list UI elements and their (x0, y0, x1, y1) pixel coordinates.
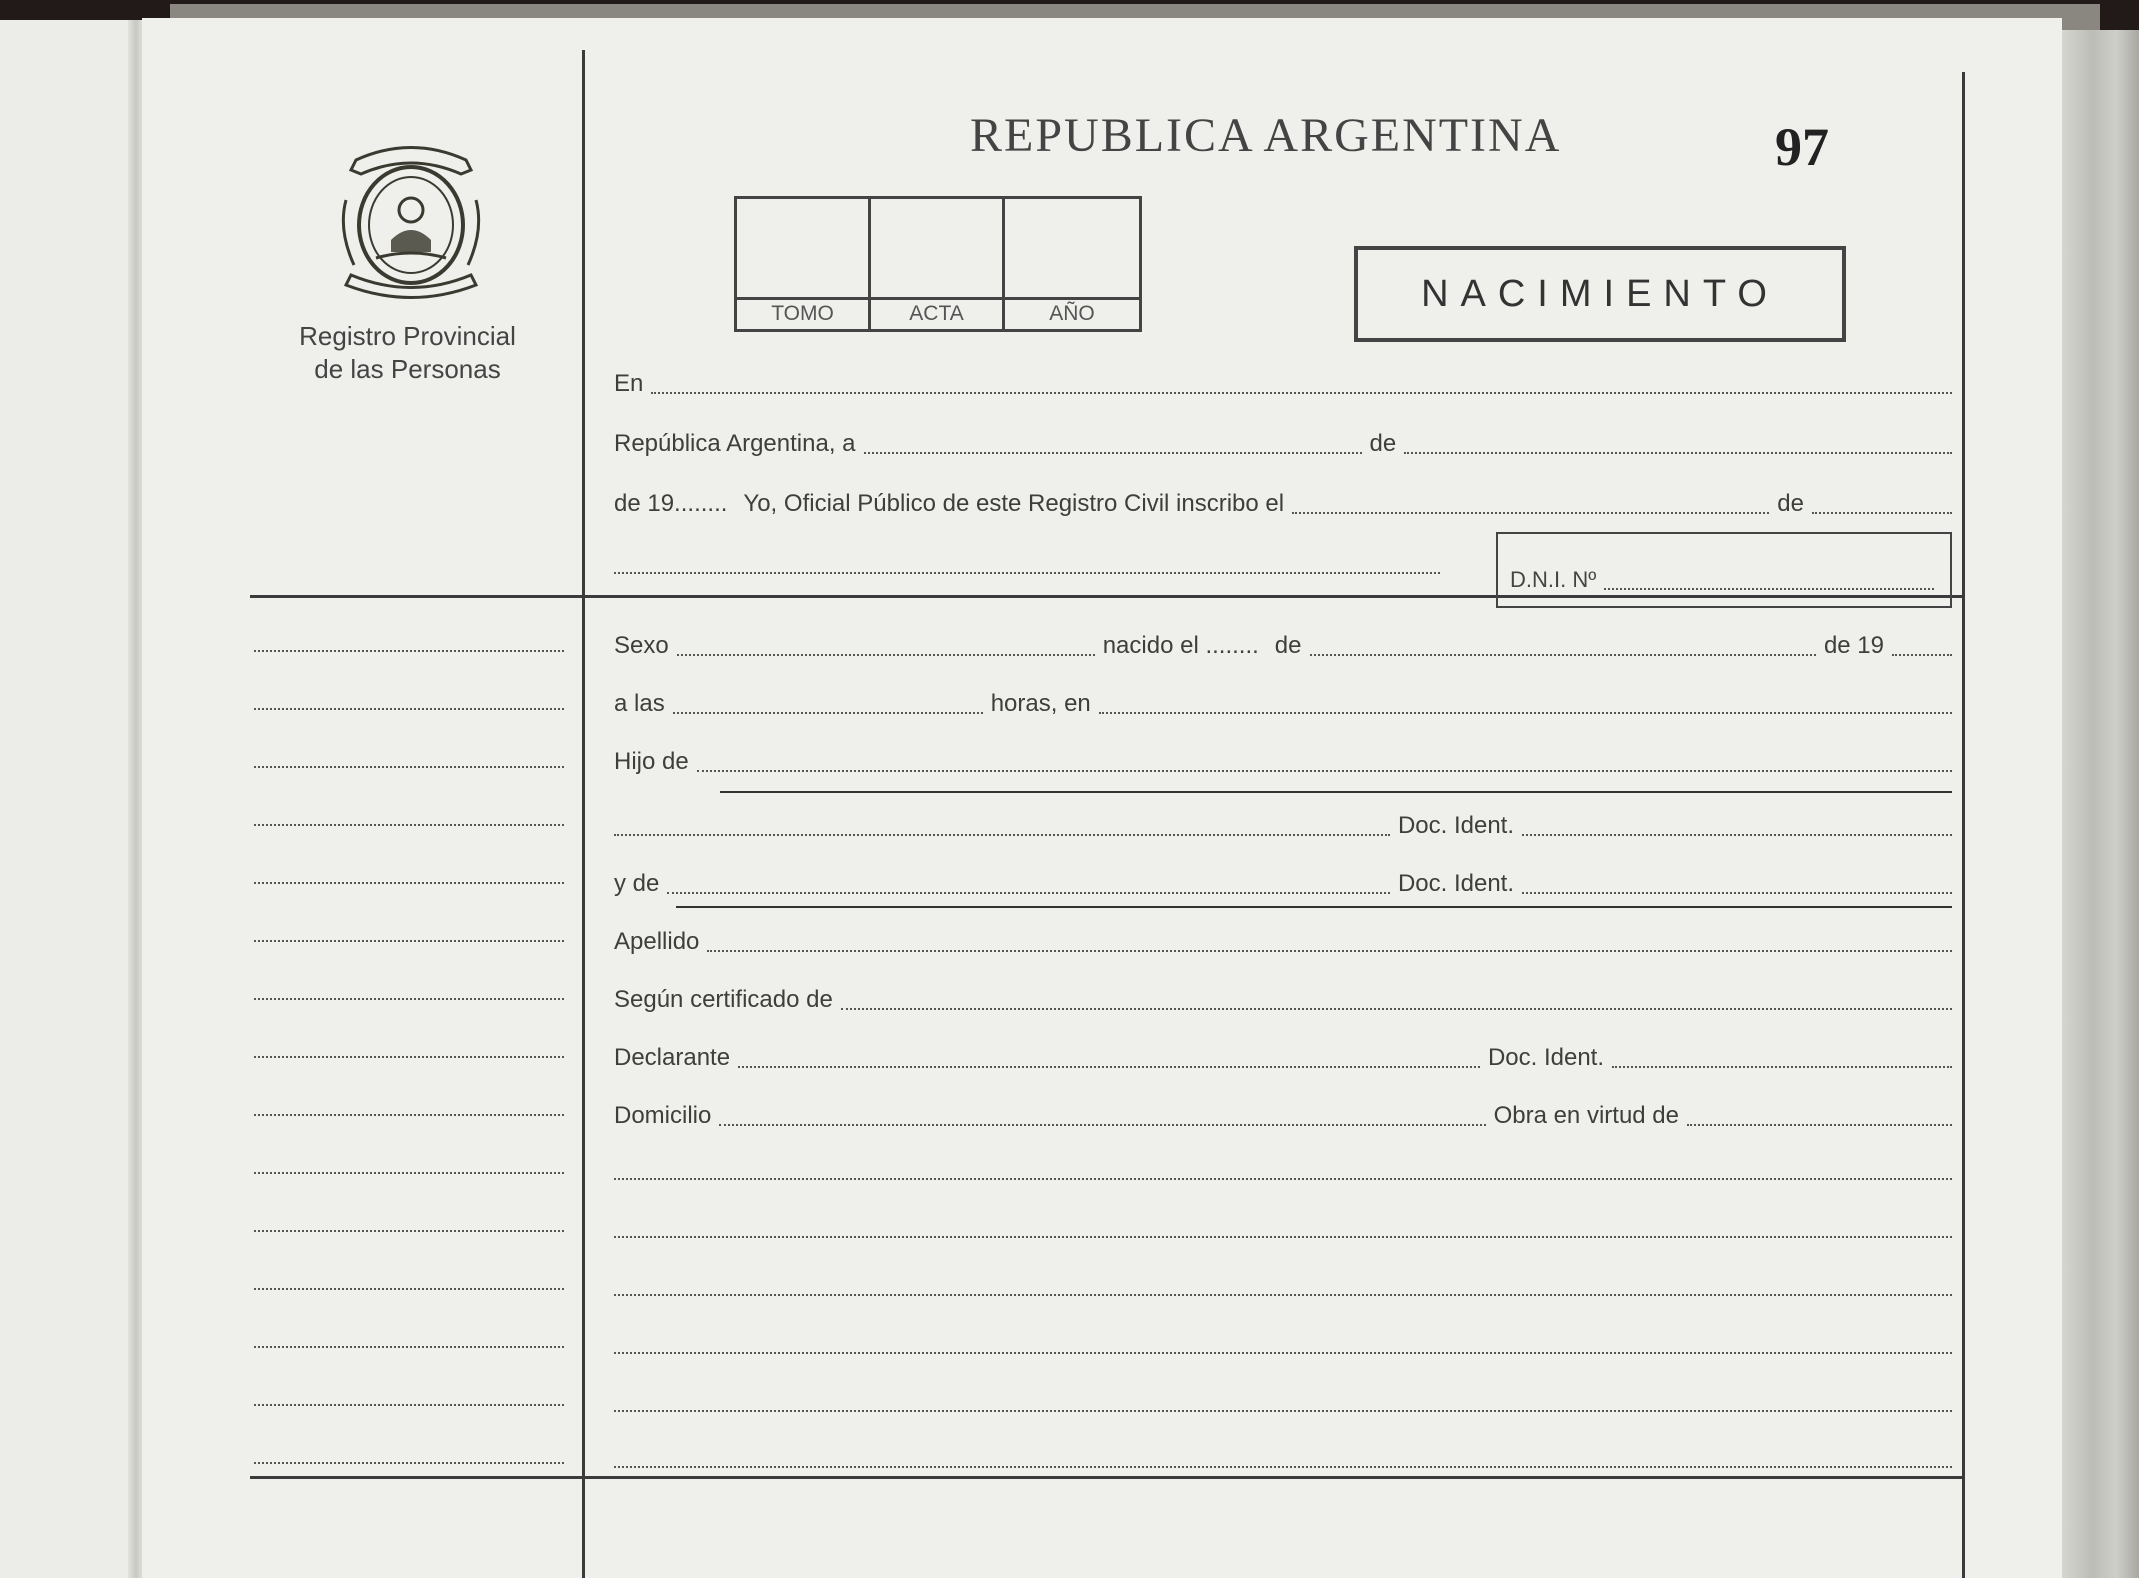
act-type-box: NACIMIENTO (1354, 246, 1846, 342)
form-row-declarante (614, 1040, 1952, 1076)
de-19-label-2: de 19 (1823, 632, 1884, 659)
padre-doc-field[interactable] (1522, 831, 1952, 836)
inscribo-field[interactable] (1292, 509, 1769, 514)
y-de-label: y de (614, 870, 660, 897)
tomo-field[interactable] (737, 199, 871, 297)
birth-month-field[interactable] (1310, 651, 1816, 656)
de-19-label: de 19........ (614, 490, 728, 517)
horas-en-label: horas, en (990, 690, 1091, 717)
declarante-field[interactable] (738, 1063, 1480, 1068)
declarante-doc-field[interactable] (1612, 1063, 1952, 1068)
sexo-label: Sexo (614, 632, 669, 659)
form-row-apellido (614, 924, 1952, 960)
hora-field[interactable] (673, 709, 983, 714)
yo-oficial-label: Yo, Oficial Público de este Registro Civil inscribo el (743, 490, 1285, 517)
dni-row (1510, 562, 1934, 598)
apellido-label: Apellido (614, 928, 700, 955)
observation-line[interactable] (614, 1350, 1952, 1354)
section-bottom-rule (250, 1476, 1965, 1479)
tomo-label: TOMO (737, 297, 871, 329)
day-field[interactable] (864, 449, 1362, 454)
obra-label: Obra en virtud de (1493, 1102, 1679, 1129)
birth-year-field[interactable] (1892, 651, 1952, 656)
padre-underline (720, 791, 1952, 793)
form-row-republica (614, 426, 1952, 462)
acta-label: ACTA (871, 297, 1005, 329)
margin-note-line[interactable] (254, 1054, 564, 1058)
right-border (1962, 72, 1965, 1578)
madre-doc-field[interactable] (1522, 889, 1952, 894)
observation-line[interactable] (614, 1408, 1952, 1412)
registry-name-line1: Registro Provincial (299, 321, 516, 351)
form-row-en (614, 366, 1952, 402)
ano-label: AÑO (1005, 297, 1139, 329)
provincial-seal-icon (336, 140, 486, 300)
obra-field[interactable] (1687, 1121, 1952, 1126)
form-row-blank (614, 546, 1440, 582)
form-row-hora (614, 686, 1952, 722)
observation-line[interactable] (614, 1176, 1952, 1180)
segun-label: Según certificado de (614, 986, 833, 1013)
form-row-sexo (614, 628, 1952, 664)
margin-note-line[interactable] (254, 1112, 564, 1116)
de-label-2: de (1777, 490, 1804, 517)
nacido-el-label: nacido el ........ (1102, 632, 1259, 659)
form-row-domicilio (614, 1098, 1952, 1134)
observation-line[interactable] (614, 1234, 1952, 1238)
en-label: En (614, 370, 644, 397)
register-reference-box (734, 196, 1142, 332)
ano-field[interactable] (1005, 199, 1139, 297)
margin-note-line[interactable] (254, 938, 564, 942)
republica-label: República Argentina, a (614, 430, 856, 457)
form-row-madre (614, 866, 1952, 902)
registry-name (255, 320, 560, 386)
domicilio-label: Domicilio (614, 1102, 712, 1129)
certificado-field[interactable] (841, 1005, 1952, 1010)
header-blank-field[interactable] (614, 569, 1440, 574)
hijo-de-label: Hijo de (614, 748, 689, 775)
de-label: de (1369, 430, 1397, 457)
form-row-padre-doc (614, 808, 1952, 844)
form-row-inscribo (614, 486, 1952, 522)
acta-field[interactable] (871, 199, 1005, 297)
a-las-label: a las (614, 690, 665, 717)
apellido-field[interactable] (707, 947, 1952, 952)
padre-field[interactable] (697, 767, 1952, 772)
margin-note-line[interactable] (254, 764, 564, 768)
observation-line[interactable] (614, 1292, 1952, 1296)
registry-name-line2: de las Personas (314, 354, 501, 384)
margin-note-line[interactable] (254, 1402, 564, 1406)
margin-note-line[interactable] (254, 880, 564, 884)
margin-note-line[interactable] (254, 822, 564, 826)
madre-field[interactable] (667, 889, 1390, 894)
margin-note-line[interactable] (254, 648, 564, 652)
sexo-field[interactable] (677, 651, 1095, 656)
doc-ident-label-2: Doc. Ident. (1397, 870, 1514, 897)
margin-note-line[interactable] (254, 1460, 564, 1464)
domicilio-field[interactable] (719, 1121, 1485, 1126)
column-divider (582, 50, 585, 1578)
declarante-label: Declarante (614, 1044, 731, 1071)
lugar-field[interactable] (1099, 709, 1952, 714)
form-row-segun (614, 982, 1952, 1018)
margin-note-line[interactable] (254, 706, 564, 710)
en-field[interactable] (651, 389, 1952, 394)
doc-ident-label-1: Doc. Ident. (1397, 812, 1514, 839)
dni-field[interactable] (1604, 585, 1934, 590)
padre-continued-field[interactable] (614, 831, 1390, 836)
observation-line[interactable] (614, 1464, 1952, 1468)
page-number: 97 (1775, 117, 1829, 177)
doc-ident-label-3: Doc. Ident. (1487, 1044, 1604, 1071)
margin-note-line[interactable] (254, 1228, 564, 1232)
margin-note-line[interactable] (254, 1170, 564, 1174)
form-row-hijo (614, 744, 1952, 780)
margin-note-line[interactable] (254, 996, 564, 1000)
dni-label: D.N.I. Nº (1510, 567, 1597, 592)
de-label-3: de (1274, 632, 1302, 659)
margin-note-line[interactable] (254, 1286, 564, 1290)
inscribo-de-field[interactable] (1812, 509, 1952, 514)
month-field[interactable] (1404, 449, 1952, 454)
madre-underline (676, 906, 1952, 908)
country-title: REPUBLICA ARGENTINA (970, 109, 1562, 162)
page-stack-edge (2062, 30, 2139, 1578)
margin-note-line[interactable] (254, 1344, 564, 1348)
